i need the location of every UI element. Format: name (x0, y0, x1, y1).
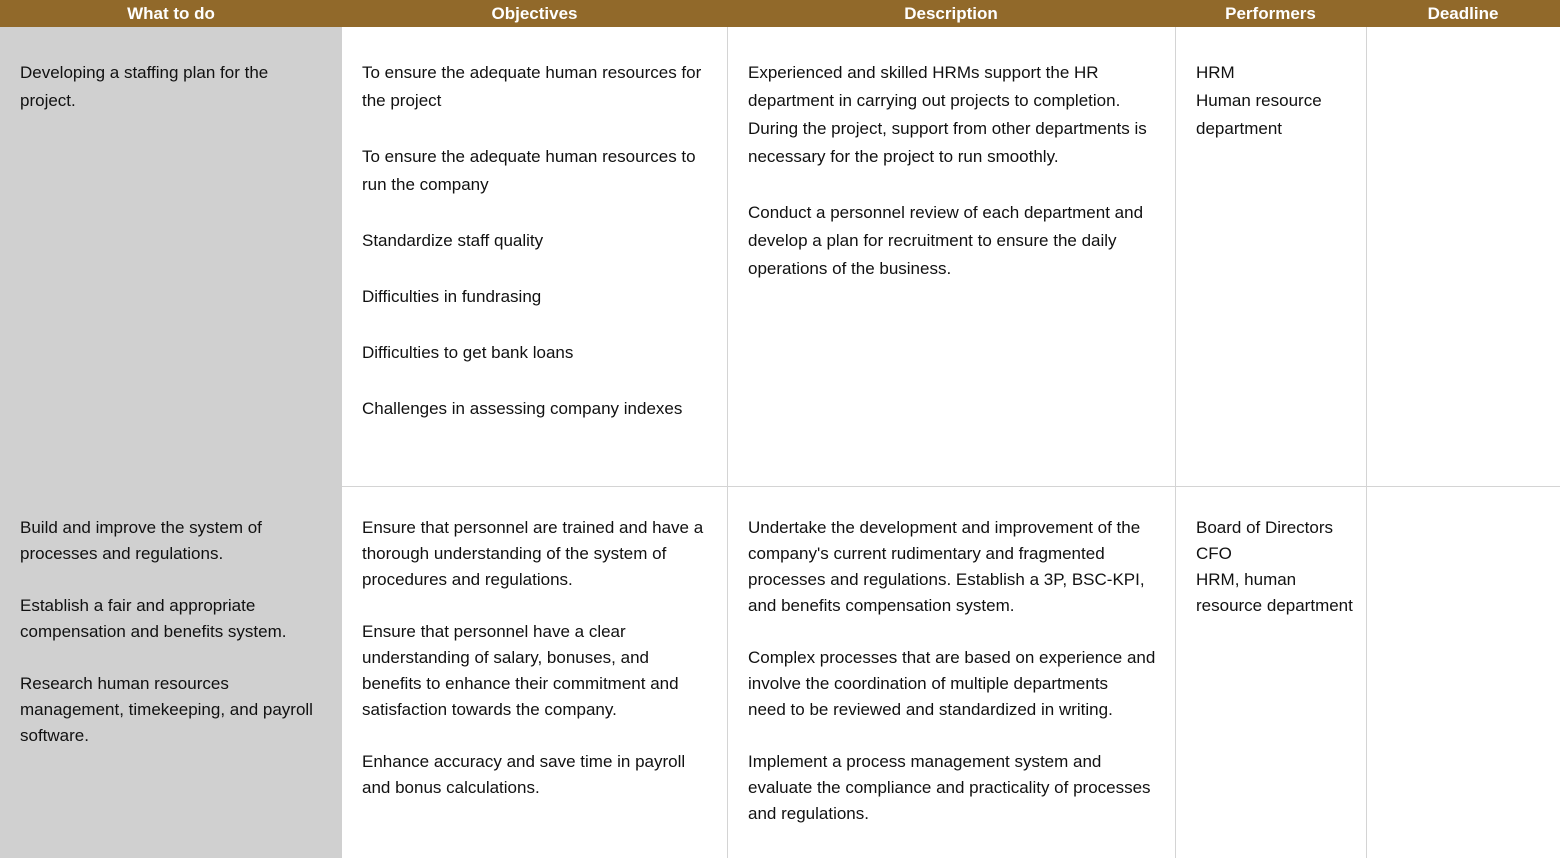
header-deadline: Deadline (1427, 4, 1499, 23)
row1-objectives: To ensure the adequate human resources for the project To ensure the adequate human resources to run the company Standardize staff quality Difficulties in fundrasing Difficulties to get bank loans Challenges in assessing company indexes (362, 63, 702, 418)
header-objectives: Objectives (491, 4, 578, 23)
column-divider (727, 27, 728, 858)
header-performers: Performers (1225, 4, 1316, 23)
row1-description: Experienced and skilled HRMs support the HR department in carrying out projects to completion. During the project, support from other departments is necessary for the project to run smoothly. Conduct a personnel review of each department and develop a plan for recruitment to ensure the daily operations of the business. (748, 63, 1147, 278)
row2-objectives: Ensure that personnel are trained and have a thorough understanding of the system of procedures and regulations. Ensure that personnel have a clear understanding of salary, bonuses, and benefits to enhance their commitment and satisfaction towards the company. Enhance accuracy and save time in payroll and bonus calculations. (362, 518, 704, 797)
row-divider (342, 486, 1560, 487)
column-divider (1175, 27, 1176, 858)
table-header (0, 0, 1560, 27)
row2-performers: Board of Directors CFO HRM, human resource department (1196, 518, 1353, 615)
row2-what-to-do: Build and improve the system of processes and regulations. Establish a fair and appropriate compensation and benefits system. Research human resources management, timekeeping, and payroll software. (20, 518, 313, 745)
column-divider (1366, 27, 1367, 858)
row1-what-to-do: Developing a staffing plan for the project. (20, 63, 269, 110)
header-what-to-do: What to do (127, 4, 215, 23)
header-description: Description (904, 4, 998, 23)
row1-performers: HRM Human resource department (1196, 63, 1322, 138)
row2-description: Undertake the development and improvement of the company's current rudimentary and fragmented processes and regulations. Establish a 3P, BSC-KPI, and benefits compensation system. Complex processes that are based on experience and involve the coordination of multiple departments need to be reviewed and standardized in writing. Implement a process management system and evaluate the compliance and practicality of processes and regulations. (748, 518, 1156, 823)
